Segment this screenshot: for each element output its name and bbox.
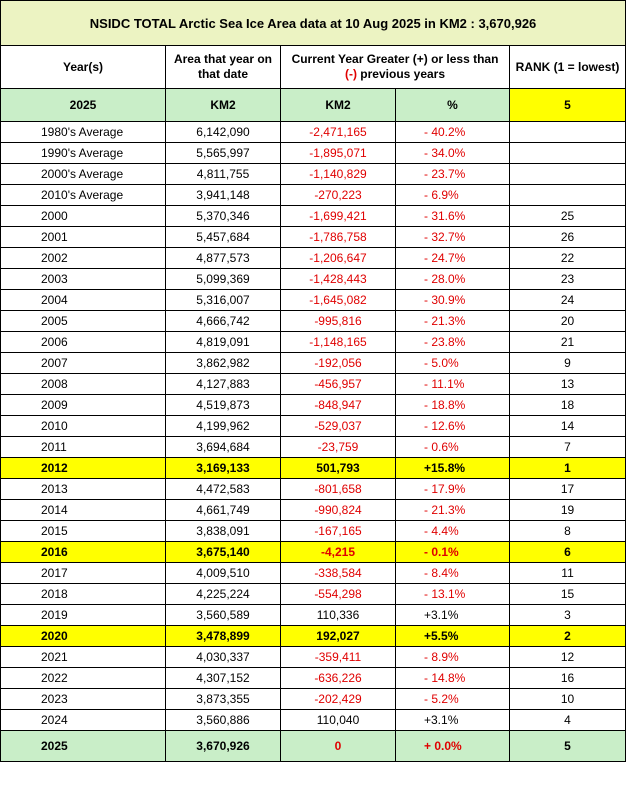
cell-rank: 6: [510, 542, 626, 563]
cell-year: 2020: [1, 626, 166, 647]
cell-year: 2000's Average: [1, 164, 166, 185]
cell-pct: - 23.7%: [396, 164, 510, 185]
cell-pct: - 30.9%: [396, 290, 510, 311]
cell-area: 3,862,982: [166, 353, 281, 374]
cell-rank: 15: [510, 584, 626, 605]
cell-rank: 16: [510, 668, 626, 689]
cell-rank: 25: [510, 206, 626, 227]
cell-rank: [510, 143, 626, 164]
footer-diff: 0: [281, 731, 396, 762]
cell-rank: [510, 122, 626, 143]
cell-diff: 110,040: [281, 710, 396, 731]
cell-rank: 22: [510, 248, 626, 269]
table-row: [1, 563, 626, 584]
table-row: [1, 206, 626, 227]
table-row: [1, 395, 626, 416]
header-diff: [281, 46, 510, 89]
cell-pct: - 34.0%: [396, 143, 510, 164]
cell-pct: - 21.3%: [396, 311, 510, 332]
cell-pct: - 5.0%: [396, 353, 510, 374]
cell-diff: -4,215: [281, 542, 396, 563]
cell-diff: -1,206,647: [281, 248, 396, 269]
cell-year: 2023: [1, 689, 166, 710]
cell-diff: -456,957: [281, 374, 396, 395]
footer-row: [1, 731, 626, 762]
cell-year: 2017: [1, 563, 166, 584]
cell-rank: 2: [510, 626, 626, 647]
table-row: [1, 185, 626, 206]
cell-diff: -1,895,071: [281, 143, 396, 164]
cell-area: 4,030,337: [166, 647, 281, 668]
cell-rank: 23: [510, 269, 626, 290]
cell-area: 3,838,091: [166, 521, 281, 542]
cell-pct: - 0.1%: [396, 542, 510, 563]
cell-pct: - 4.4%: [396, 521, 510, 542]
title-row: [1, 1, 626, 46]
table-row: [1, 437, 626, 458]
cell-rank: [510, 164, 626, 185]
cell-area: 4,472,583: [166, 479, 281, 500]
cell-year: 2011: [1, 437, 166, 458]
cell-year: 2006: [1, 332, 166, 353]
table-row: [1, 500, 626, 521]
cell-rank: 8: [510, 521, 626, 542]
cell-rank: 9: [510, 353, 626, 374]
cell-pct: +3.1%: [396, 605, 510, 626]
cell-diff: -995,816: [281, 311, 396, 332]
cell-diff: -529,037: [281, 416, 396, 437]
cell-year: 2002: [1, 248, 166, 269]
cell-area: 3,169,133: [166, 458, 281, 479]
header-area: Area that year on that date: [166, 46, 281, 89]
cell-diff: -1,140,829: [281, 164, 396, 185]
header-row: [1, 46, 626, 89]
table-row: [1, 458, 626, 479]
cell-rank: 20: [510, 311, 626, 332]
table-row: [1, 353, 626, 374]
cell-diff: -554,298: [281, 584, 396, 605]
cell-diff: 110,336: [281, 605, 396, 626]
table-row: [1, 374, 626, 395]
table-row: [1, 122, 626, 143]
cell-pct: - 8.4%: [396, 563, 510, 584]
cell-rank: [510, 185, 626, 206]
cell-rank: 12: [510, 647, 626, 668]
table-row: [1, 227, 626, 248]
table-row: [1, 689, 626, 710]
header-diff-main: Current Year Greater (+) or less than: [291, 52, 499, 66]
subheader-diff-unit: KM2: [281, 89, 396, 122]
table-row: [1, 668, 626, 689]
cell-area: 3,941,148: [166, 185, 281, 206]
table-row: [1, 290, 626, 311]
cell-area: 3,560,589: [166, 605, 281, 626]
table-row: [1, 311, 626, 332]
cell-area: 3,560,886: [166, 710, 281, 731]
table-row: [1, 479, 626, 500]
cell-area: 4,225,224: [166, 584, 281, 605]
cell-pct: - 6.9%: [396, 185, 510, 206]
cell-year: 2004: [1, 290, 166, 311]
cell-rank: 1: [510, 458, 626, 479]
cell-diff: -1,428,443: [281, 269, 396, 290]
cell-area: 4,009,510: [166, 563, 281, 584]
cell-diff: -990,824: [281, 500, 396, 521]
cell-rank: 24: [510, 290, 626, 311]
cell-year: 2013: [1, 479, 166, 500]
cell-area: 4,199,962: [166, 416, 281, 437]
cell-year: 2009: [1, 395, 166, 416]
cell-area: 6,142,090: [166, 122, 281, 143]
cell-diff: -1,645,082: [281, 290, 396, 311]
footer-year: 2025: [1, 731, 166, 762]
cell-year: 2022: [1, 668, 166, 689]
table-body: [1, 1, 626, 762]
cell-diff: -167,165: [281, 521, 396, 542]
cell-diff: -801,658: [281, 479, 396, 500]
cell-area: 4,811,755: [166, 164, 281, 185]
cell-rank: 3: [510, 605, 626, 626]
cell-diff: -23,759: [281, 437, 396, 458]
cell-pct: - 12.6%: [396, 416, 510, 437]
subheader-rank: 5: [510, 89, 626, 122]
header-year: Year(s): [1, 46, 166, 89]
cell-area: 4,877,573: [166, 248, 281, 269]
cell-area: 4,661,749: [166, 500, 281, 521]
cell-pct: - 32.7%: [396, 227, 510, 248]
subheader-year: 2025: [1, 89, 166, 122]
cell-pct: - 17.9%: [396, 479, 510, 500]
cell-diff: -1,699,421: [281, 206, 396, 227]
subheader-row: [1, 89, 626, 122]
cell-diff: -338,584: [281, 563, 396, 584]
cell-year: 2016: [1, 542, 166, 563]
cell-year: 2000: [1, 206, 166, 227]
cell-area: 5,565,997: [166, 143, 281, 164]
subheader-area-unit: KM2: [166, 89, 281, 122]
header-diff-neg: (-): [344, 67, 357, 81]
table-row: [1, 164, 626, 185]
cell-year: 2019: [1, 605, 166, 626]
cell-year: 2014: [1, 500, 166, 521]
table-row: [1, 269, 626, 290]
cell-diff: -270,223: [281, 185, 396, 206]
cell-pct: - 21.3%: [396, 500, 510, 521]
cell-rank: 7: [510, 437, 626, 458]
cell-diff: -192,056: [281, 353, 396, 374]
subheader-pct-unit: %: [396, 89, 510, 122]
cell-year: 2005: [1, 311, 166, 332]
cell-year: 2001: [1, 227, 166, 248]
cell-rank: 13: [510, 374, 626, 395]
cell-rank: 26: [510, 227, 626, 248]
cell-diff: -636,226: [281, 668, 396, 689]
table-row: [1, 710, 626, 731]
table-row: [1, 143, 626, 164]
cell-area: 5,099,369: [166, 269, 281, 290]
cell-area: 5,316,007: [166, 290, 281, 311]
cell-pct: - 8.9%: [396, 647, 510, 668]
table-row: [1, 416, 626, 437]
cell-year: 2024: [1, 710, 166, 731]
table-row: [1, 647, 626, 668]
header-rank: RANK (1 = lowest): [510, 46, 626, 89]
cell-diff: -359,411: [281, 647, 396, 668]
cell-rank: 19: [510, 500, 626, 521]
footer-pct: + 0.0%: [396, 731, 510, 762]
cell-diff: -1,786,758: [281, 227, 396, 248]
footer-area: 3,670,926: [166, 731, 281, 762]
cell-rank: 4: [510, 710, 626, 731]
cell-pct: - 14.8%: [396, 668, 510, 689]
cell-year: 2008: [1, 374, 166, 395]
cell-year: 2021: [1, 647, 166, 668]
cell-year: 1990's Average: [1, 143, 166, 164]
page-title: NSIDC TOTAL Arctic Sea Ice Area data at 10 Aug 2025 in KM2 : 3,670,926: [1, 1, 626, 46]
cell-pct: - 40.2%: [396, 122, 510, 143]
cell-pct: - 0.6%: [396, 437, 510, 458]
cell-pct: - 5.2%: [396, 689, 510, 710]
cell-year: 2010's Average: [1, 185, 166, 206]
cell-year: 2007: [1, 353, 166, 374]
cell-area: 3,675,140: [166, 542, 281, 563]
table-row: [1, 542, 626, 563]
cell-area: 4,127,883: [166, 374, 281, 395]
cell-pct: +15.8%: [396, 458, 510, 479]
cell-area: 3,478,899: [166, 626, 281, 647]
cell-rank: 11: [510, 563, 626, 584]
cell-year: 1980's Average: [1, 122, 166, 143]
cell-rank: 17: [510, 479, 626, 500]
cell-rank: 10: [510, 689, 626, 710]
cell-area: 4,307,152: [166, 668, 281, 689]
cell-area: 4,666,742: [166, 311, 281, 332]
cell-area: 5,370,346: [166, 206, 281, 227]
cell-pct: +3.1%: [396, 710, 510, 731]
cell-rank: 14: [510, 416, 626, 437]
cell-pct: - 18.8%: [396, 395, 510, 416]
cell-area: 3,873,355: [166, 689, 281, 710]
cell-diff: -202,429: [281, 689, 396, 710]
cell-area: 5,457,684: [166, 227, 281, 248]
cell-rank: 21: [510, 332, 626, 353]
cell-diff: -848,947: [281, 395, 396, 416]
cell-year: 2015: [1, 521, 166, 542]
cell-year: 2010: [1, 416, 166, 437]
cell-diff: 192,027: [281, 626, 396, 647]
table-row: [1, 626, 626, 647]
cell-year: 2012: [1, 458, 166, 479]
cell-pct: - 13.1%: [396, 584, 510, 605]
cell-area: 4,519,873: [166, 395, 281, 416]
table-row: [1, 248, 626, 269]
cell-area: 3,694,684: [166, 437, 281, 458]
cell-pct: +5.5%: [396, 626, 510, 647]
cell-diff: -2,471,165: [281, 122, 396, 143]
cell-diff: 501,793: [281, 458, 396, 479]
cell-year: 2003: [1, 269, 166, 290]
table-row: [1, 332, 626, 353]
cell-area: 4,819,091: [166, 332, 281, 353]
cell-diff: -1,148,165: [281, 332, 396, 353]
table-row: [1, 521, 626, 542]
table-row: [1, 584, 626, 605]
cell-year: 2018: [1, 584, 166, 605]
header-diff-tail: previous years: [356, 67, 446, 81]
table-row: [1, 605, 626, 626]
cell-pct: - 11.1%: [396, 374, 510, 395]
cell-pct: - 23.8%: [396, 332, 510, 353]
cell-rank: 18: [510, 395, 626, 416]
cell-pct: - 31.6%: [396, 206, 510, 227]
footer-rank: 5: [510, 731, 626, 762]
cell-pct: - 24.7%: [396, 248, 510, 269]
cell-pct: - 28.0%: [396, 269, 510, 290]
